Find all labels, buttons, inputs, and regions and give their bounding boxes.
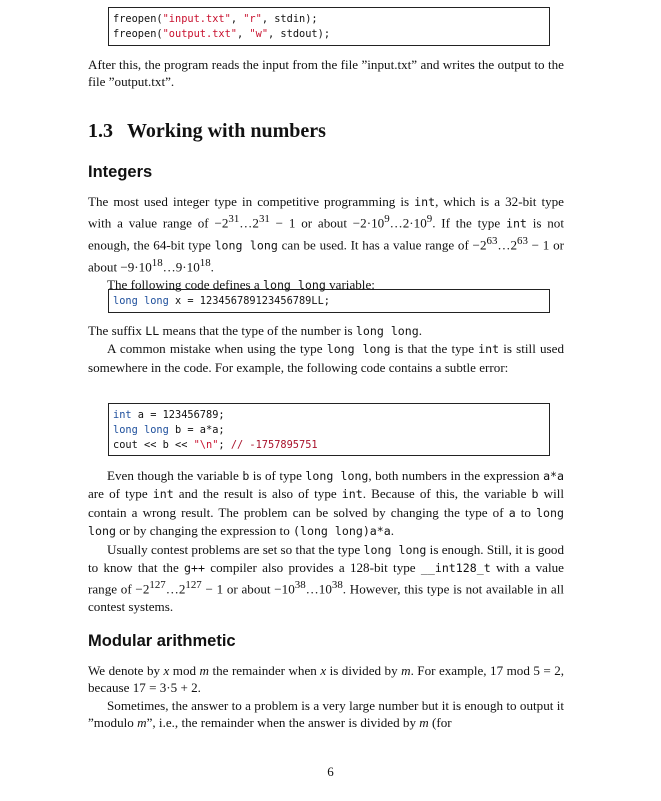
code-string: "r" — [243, 13, 262, 25]
paragraph: After this, the program reads the input from the file ”input.txt” and writes the output to the file ”output.txt”. — [88, 57, 564, 90]
integers-body-2 — [88, 322, 564, 376]
subsection-heading-modular: Modular arithmetic — [88, 632, 236, 650]
page-number: 6 — [327, 764, 334, 779]
integers-intro — [88, 193, 564, 294]
section-title: Working with numbers — [127, 120, 326, 142]
paragraph: The most used integer type in competitive programming is int, which is a 32-bit type with a value range of $-2^{31}\dots 2^{31} - 1$ or about $-2\cdot 10^9\dots 2\cdot 10^9$. If the type int is not enough, the 64-bit type long long can be used. It has a value range of $-2^{63}\dots 2^{63} - 1$ or about $-9\cdot 10^{18}\dots 9\cdot 10^{18}$. — [88, 194, 564, 275]
code-text: x = 123456789123456789LL; — [168, 295, 330, 307]
paragraph: Usually contest problems are set so that the type long long is enough. Still, it is good to know that the g++ compiler also provides a 128-bit type __int128_t with a value range of $-2^{127}\dots 2^{127} - 1$ or about $-10^{38}\dots 10^{38}$. However, this type is not available in all contest systems. — [88, 541, 565, 615]
code-text: freopen( — [113, 27, 163, 40]
code-string: "input.txt" — [162, 13, 231, 25]
paragraph: Even though the variable b is of type long long, both numbers in the expression a*a are of type int and the result is also of type int. Because of this, the variable b will contain a wrong result. The problem can be solved by changing the type of a to long long or by changing the expression to (long long)a*a. — [88, 468, 565, 539]
code-string: "output.txt" — [162, 27, 238, 40]
paragraph: We denote by x mod m the remainder when x is divided by m. For example, 17 mod 5 = 2, because 17 = 3·5 + 2. — [88, 663, 565, 696]
section-heading — [88, 120, 326, 143]
code-text: , stdout); — [268, 27, 331, 40]
code-string: "w" — [249, 27, 269, 40]
modular-body — [88, 662, 564, 732]
code-text: freopen( — [113, 13, 163, 25]
code-text: , — [230, 13, 244, 25]
code-block-long-long — [108, 289, 550, 313]
paragraph: A common mistake when using the type long long is that the type int is still used somewhere in the code. For example, the following code contains a subtle error: — [88, 341, 564, 375]
code-block-freopen — [108, 7, 550, 46]
subsection-heading-integers: Integers — [88, 163, 153, 181]
code-text: , — [237, 27, 250, 40]
paragraph: The suffix LL means that the type of the number is long long. — [88, 323, 423, 338]
paragraph: Sometimes, the answer to a problem is a very large number but it is enough to output it ”modulo m”, i.e., the remainder when the answer is divided by m (for — [88, 697, 564, 731]
code-keyword: long long — [113, 295, 169, 307]
code-block-overflow: int a = 123456789; long long b = a*a; cout << b << "\n"; // -1757895751 — [108, 403, 550, 456]
section-number: 1.3 — [88, 120, 113, 142]
paragraph: The following code defines a long long variable: — [107, 276, 375, 292]
code-text: , stdin); — [261, 13, 318, 25]
integers-body-3 — [88, 467, 564, 616]
